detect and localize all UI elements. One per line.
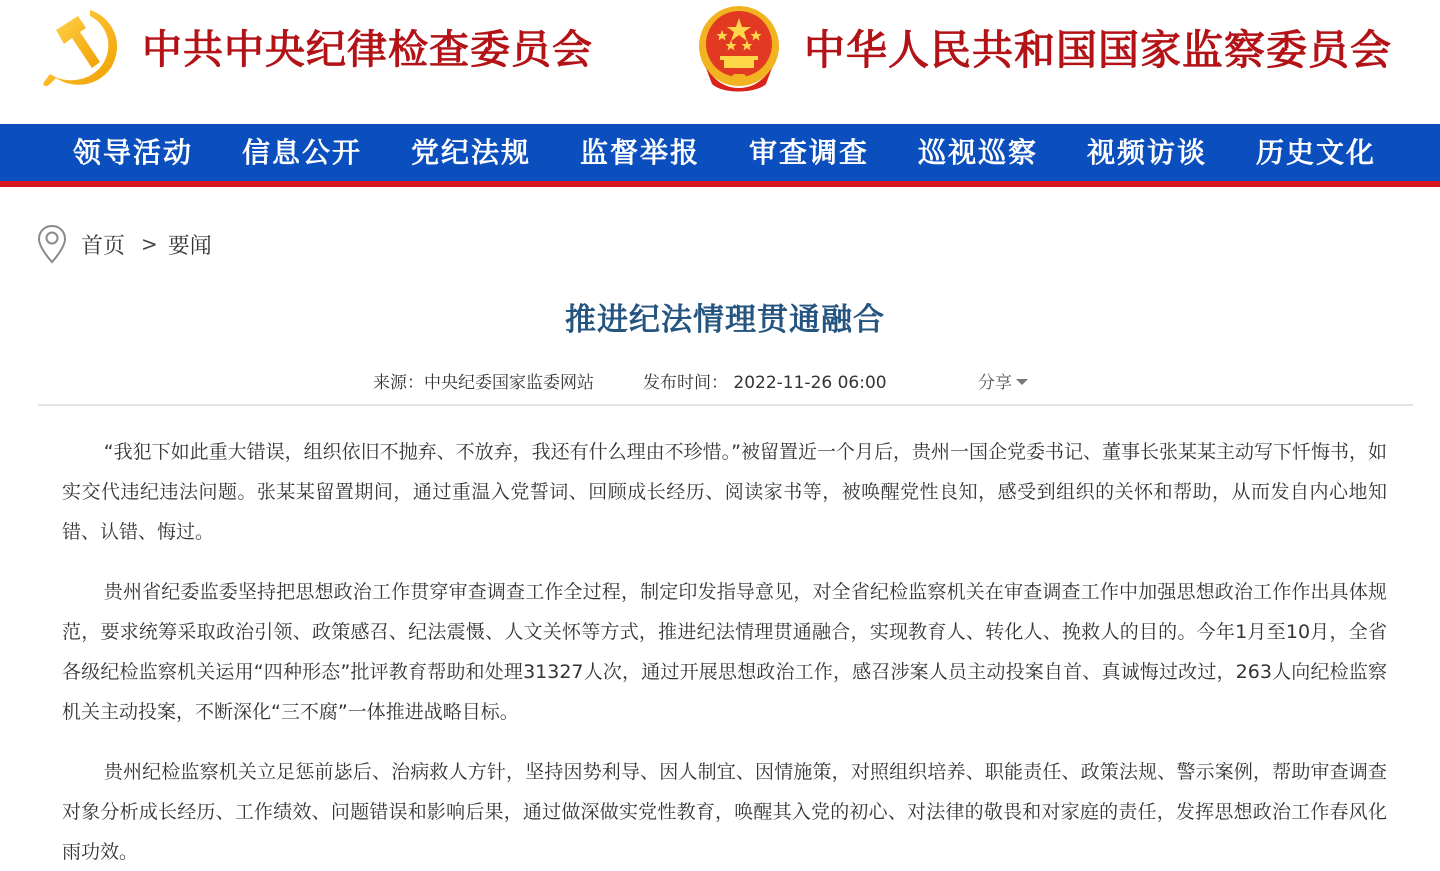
nav-item-leadership[interactable]: 领导活动 <box>73 136 194 169</box>
national-emblem-icon <box>696 4 782 96</box>
nav-item-regulations[interactable]: 党纪法规 <box>411 136 532 169</box>
article-publish-time: 发布时间： 2022-11-26 06:00 <box>643 373 887 393</box>
breadcrumb-home[interactable]: 首页 <box>81 233 126 259</box>
share-label: 分享 <box>978 373 1012 393</box>
nav-item-inspection[interactable]: 巡视巡察 <box>918 136 1039 169</box>
location-pin-icon <box>37 224 67 264</box>
nav-item-info-disclosure[interactable]: 信息公开 <box>242 136 363 169</box>
ccdi-name: 中共中央纪律检查委员会 <box>142 26 593 73</box>
nav-item-video-interviews[interactable]: 视频访谈 <box>1087 136 1208 169</box>
nav-item-supervision-report[interactable]: 监督举报 <box>580 136 701 169</box>
article-paragraph: 贵州纪检监察机关立足惩前毖后、治病救人方针，坚持因势利导、因人制宜、因情施策，对照组织培养、职能责任、政策法规、警示案例，帮助审查调查对象分析成长经历、工作绩效、问题错误和影响后果，通过做深做实党性教育，唤醒其入党的初心、对法律的敬畏和对家庭的责任，发挥思想政治工作春风化雨功效。 <box>62 761 1387 863</box>
nav-item-history-culture[interactable]: 历史文化 <box>1256 136 1377 169</box>
article-paragraph: 贵州省纪委监委坚持把思想政治工作贯穿审查调查工作全过程，制定印发指导意见，对全省纪检监察机关在审查调查工作中加强思想政治工作作出具体规范，要求统筹采取政治引领、政策感召、纪法震慑、人文关怀等方式，推进纪法情理贯通融合，实现教育人、转化人、挽救人的目的。今年1月至10月，全省各级纪检监察机关运用“四种形态”批评教育帮助和处理31327人次，通过开展思想政治工作，感召涉案人员主动投案自首、真诚悔过改过，263人向纪检监察机关主动投案，不断深化“三不腐”一体推进战略目标。 <box>62 581 1387 723</box>
nav-item-investigation[interactable]: 审查调查 <box>749 136 870 169</box>
meta-divider <box>38 404 1413 406</box>
article-source: 来源：中央纪委国家监委网站 <box>373 373 594 393</box>
main-nav <box>0 124 1440 181</box>
party-emblem-icon <box>38 4 124 96</box>
article-meta <box>0 368 1440 396</box>
article-body <box>62 432 1387 871</box>
article-paragraph: “我犯下如此重大错误，组织依旧不抛弃、不放弃，我还有什么理由不珍惜。”被留置近一个月后，贵州一国企党委书记、董事长张某某主动写下忏悔书，如实交代违纪违法问题。张某某留置期间，通过重温入党誓词、回顾成长经历、阅读家书等，被唤醒党性良知，感受到组织的关怀和帮助，从而发自内心地知错、认错、悔过。 <box>62 441 1387 543</box>
site-header <box>0 0 1440 124</box>
caret-down-icon <box>1016 379 1028 385</box>
nsc-brand[interactable] <box>696 0 1392 100</box>
nsc-name: 中华人民共和国国家监察委员会 <box>804 25 1392 74</box>
breadcrumb-separator: > <box>141 232 158 256</box>
breadcrumb <box>37 224 212 264</box>
ccdi-brand[interactable] <box>38 0 593 100</box>
share-dropdown[interactable] <box>978 368 1028 393</box>
article-title: 推进纪法情理贯通融合 <box>565 302 885 338</box>
breadcrumb-news[interactable]: 要闻 <box>167 233 212 259</box>
nav-red-stripe <box>0 181 1440 187</box>
